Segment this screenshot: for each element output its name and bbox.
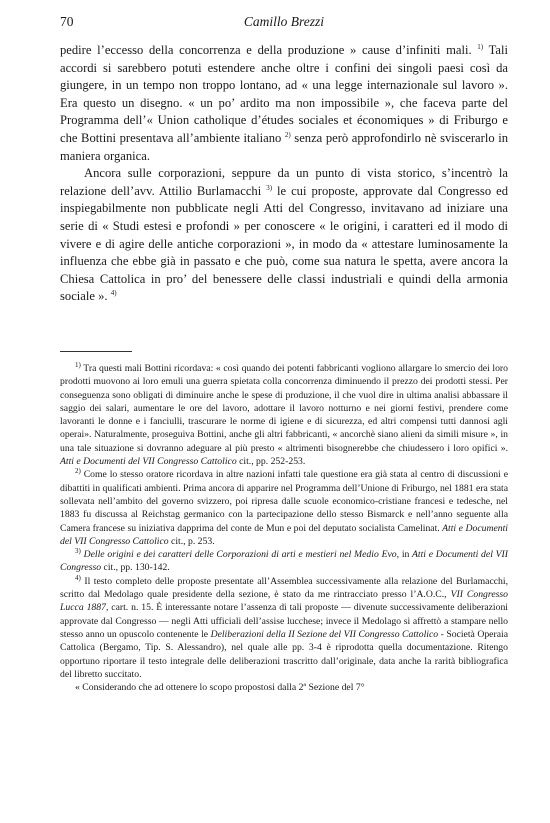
body-text-run: senza però approfondirlo nè sviscerarlo in maniera organica. xyxy=(60,130,508,163)
footnote-text: in xyxy=(399,549,410,561)
running-head: Camillo Brezzi xyxy=(243,14,325,29)
footnote-text: Tra questi mali Bottini ricordava: « così quando dei potenti fabbricanti vogliono allargare lo smercio dei loro prodotti muovono ai loro emuli una guerra spietata colla concorrenza diminuendo il prezzo dei prodotti stessi. Per conseguenza sono obligati di diminuire anche le spese di produzione, il che vuol dire in ultima analisi abbassare il saggio dei salari, aumentare le ore del lavoro, adottare il lavoro notturno e nei giorni festivi, prendere come lavoranti le donne e i fanciulli, trascurare le norme di igiene e di sicurezza, ed altri compensi tutti dannosi agli operai». Naturalmente, proseguiva Bottini, anche gli altri fabbricanti, « ancorchè siano alieni da simili misure », in una tale situazione si dovranno adeguare al più presto « altrimenti bisognerebbe che chiudessero i loro opifici ». xyxy=(60,363,508,454)
footnote-citation: Deliberazioni della II Sezione del VII Congresso Cattolico xyxy=(208,628,439,640)
page-header xyxy=(60,14,508,32)
body-text-run: Tali accordi si sarebbero potuti estendere anche oltre i confini dei singoli paesi così da giungere, in un tempo non troppo lontano, ad « una legge internazionale sul lavoro ». Era questo un disegno. « un po’ ardito ma non impossibile », che faceva parte del Programma dell’« Union catholique d’études sociales et économiques » di Friburgo e che Bottini presentava all’ambiente italiano xyxy=(60,43,508,145)
footnote-reference: 4) xyxy=(110,289,117,298)
footnote-2 xyxy=(60,468,508,548)
footnote-text: cit., pp. 252-253. xyxy=(236,456,306,468)
footnote-text: « Considerando che ad ottenere lo scopo propostosi dalla 2ª Sezione del 7° xyxy=(75,682,365,694)
footnote-mark: 1) xyxy=(75,360,81,369)
page-number: 70 xyxy=(60,14,74,29)
footnote-reference: 2) xyxy=(284,130,291,139)
footnote-separator xyxy=(60,351,132,352)
body-text-run: pedire l’eccesso della concorrenza e della produzione » cause d’infiniti mali. xyxy=(60,43,472,57)
body-text xyxy=(60,42,508,306)
footnote-4 xyxy=(60,575,508,681)
body-paragraph xyxy=(60,165,508,306)
footnote-reference: 3) xyxy=(266,183,273,192)
footnote-text: cit., p. 253. xyxy=(168,535,215,547)
footnote-mark: 2) xyxy=(75,467,81,476)
footnote-citation: VII Congresso Lucca 1887, xyxy=(60,589,508,614)
footnotes xyxy=(60,362,508,694)
footnote-mark: 3) xyxy=(75,546,81,555)
footnote-text: - Società Operaia Cattolica (Bergamo, Tip. S. Alessandro), nel quale alle pp. 3-4 è riprodotta quella documentazione. Ritengo opportuno riportare il testo integrale delle deliberazioni trascritto dall’originale, data anche la rarità bibliografica del libretto succitato. xyxy=(60,628,508,680)
body-paragraph xyxy=(60,42,508,165)
footnote-citation: Delle origini e dei caratteri delle Corporazioni di arti e mestieri nel Medio Evo, xyxy=(80,549,400,561)
footnote-3 xyxy=(60,548,508,575)
footnote-text: Come lo stesso oratore ricordava in altre nazioni infatti tale questione era già stata al centro di discussioni e dibattiti in qualificati ambienti. Prima ancora di apparire nel Programma dell’Unione di Friburgo, nel 1881 era stata sollevata nell’ambito del governo svizzero, poi ripresa dalle scuole economico-cristiane francesi e tedesche, nel 1883 fu discussa al Reichstag germanico con la partecipazione dello stesso Bismarck e nell’anno seguente alla Camera francese su iniziativa dapprima del conte de Mun e poi del deputato socialista Camelinat. xyxy=(60,469,509,534)
footnote-citation: Atti e Documenti del VII Congresso xyxy=(60,549,509,574)
footnote-mark: 4) xyxy=(75,573,81,582)
footnote-text: cart. n. 15. È interessante notare l’assenza di tali proposte — divenute successivamente deliberazioni approvate dal Congresso — negli Atti ufficiali dell’assise lucchese; invece il Medolago si affrettò a stampare nello stesso anno un opuscolo contenente le xyxy=(60,602,508,640)
footnote-text: cit., pp. 130-142. xyxy=(101,562,170,574)
body-text-run: Ancora sulle corporazioni, seppure da un punto di vista storico, s’incentrò la relazione dell’avv. Attilio Burlamacchi xyxy=(60,166,508,198)
footnote-reference: 1) xyxy=(477,42,484,51)
footnote-4-quote xyxy=(60,681,508,694)
footnote-text: Il testo completo delle proposte presentate all’Assemblea successivamente alla relazione del Burlamacchi, scritto dal Medolago quale presidente della sezione, è stato da me rintracciato presso l’A.O.C., xyxy=(60,575,508,601)
footnote-citation: Atti e Documenti del VII Congresso Cattolico xyxy=(60,522,509,547)
footnote-citation: Atti e Documenti del VII Congresso Cattolico xyxy=(60,456,237,468)
footnote-1 xyxy=(60,362,508,468)
body-text-run: le cui proposte, approvate dal Congresso ed inspiegabilmente non pubblicate negli Atti del Congresso, invitavano ad iniziare una serie di « Studi estesi e profondi » per conoscere « le origini, i caratteri ed il modo di vivere e di agire delle antiche corporazioni », in modo da « attestare luminosamente la influenza che ebbe già in passato e che può, come sua natura le spetta, avere ancora la Chiesa Cattolica in pro’ del benessere delle classi industriali e quindi della armonia sociale ». xyxy=(60,183,508,304)
